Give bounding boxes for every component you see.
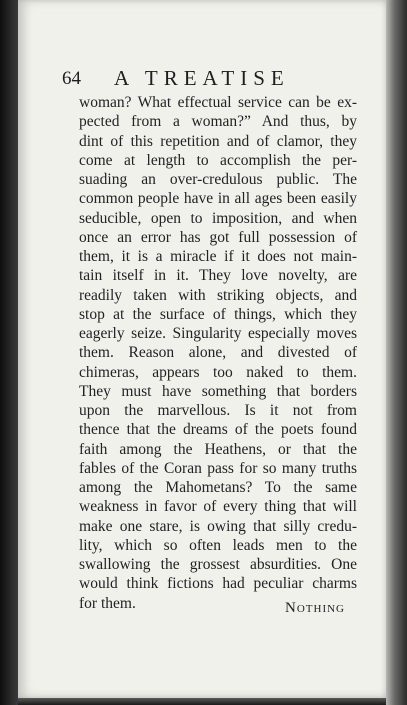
text-line: common people have in all ages been easily xyxy=(79,190,357,208)
text-line: upon the marvellous. Is it not from xyxy=(79,402,357,419)
text-line: faith among the Heathens, or that the xyxy=(79,440,357,458)
page-number: 64 xyxy=(62,68,81,89)
text-line: thence that the dreams of the poets found xyxy=(79,421,357,439)
text-line: make one stare, is owing that silly credu- xyxy=(79,517,357,535)
text-line: swallowing the grossest absurdities. One xyxy=(79,556,357,573)
page-bottom-shadow xyxy=(18,698,386,705)
text-line: them. Reason alone, and divested of xyxy=(79,344,357,362)
text-line: dint of this repetition and of clamor, they xyxy=(79,132,357,150)
page-edge-shadow xyxy=(386,0,407,705)
text-line: tain itself in it. They love novelty, are xyxy=(79,267,357,285)
text-line: They must have something that borders xyxy=(79,382,357,400)
text-line: lity, which so often leads men to the xyxy=(79,536,357,554)
text-line: among the Mahometans? To the same xyxy=(79,479,357,496)
text-line: them, it is a miracle if it does not main- xyxy=(79,248,357,265)
running-head xyxy=(62,64,362,92)
text-line: weakness in favor of every thing that will xyxy=(79,498,357,516)
text-line: stop at the surface of things, which they xyxy=(79,305,357,323)
book-gutter xyxy=(0,0,18,705)
running-head-title: A TREATISE xyxy=(114,66,290,90)
text-line: once an error has got full possession of xyxy=(79,228,357,246)
text-line: would think fictions had peculiar charms xyxy=(79,575,357,593)
text-line: eagerly seize. Singularity especially moves xyxy=(79,325,357,342)
text-line: woman? What effectual service can be ex- xyxy=(79,94,357,111)
catchword: Nothing xyxy=(285,600,345,616)
text-line: for them. xyxy=(79,594,136,612)
text-line: chimeras, appears too naked to them. xyxy=(79,363,357,381)
text-line: come at length to accomplish the per- xyxy=(79,151,357,169)
text-line: readily taken with striking objects, and xyxy=(79,286,357,304)
body-text xyxy=(79,93,357,613)
text-line: fables of the Coran pass for so many truths xyxy=(79,459,357,477)
text-line: seducible, open to imposition, and when xyxy=(79,209,357,227)
text-line: suading an over-credulous public. The xyxy=(79,171,357,188)
text-line: pected from a woman?” And thus, by xyxy=(79,113,357,131)
